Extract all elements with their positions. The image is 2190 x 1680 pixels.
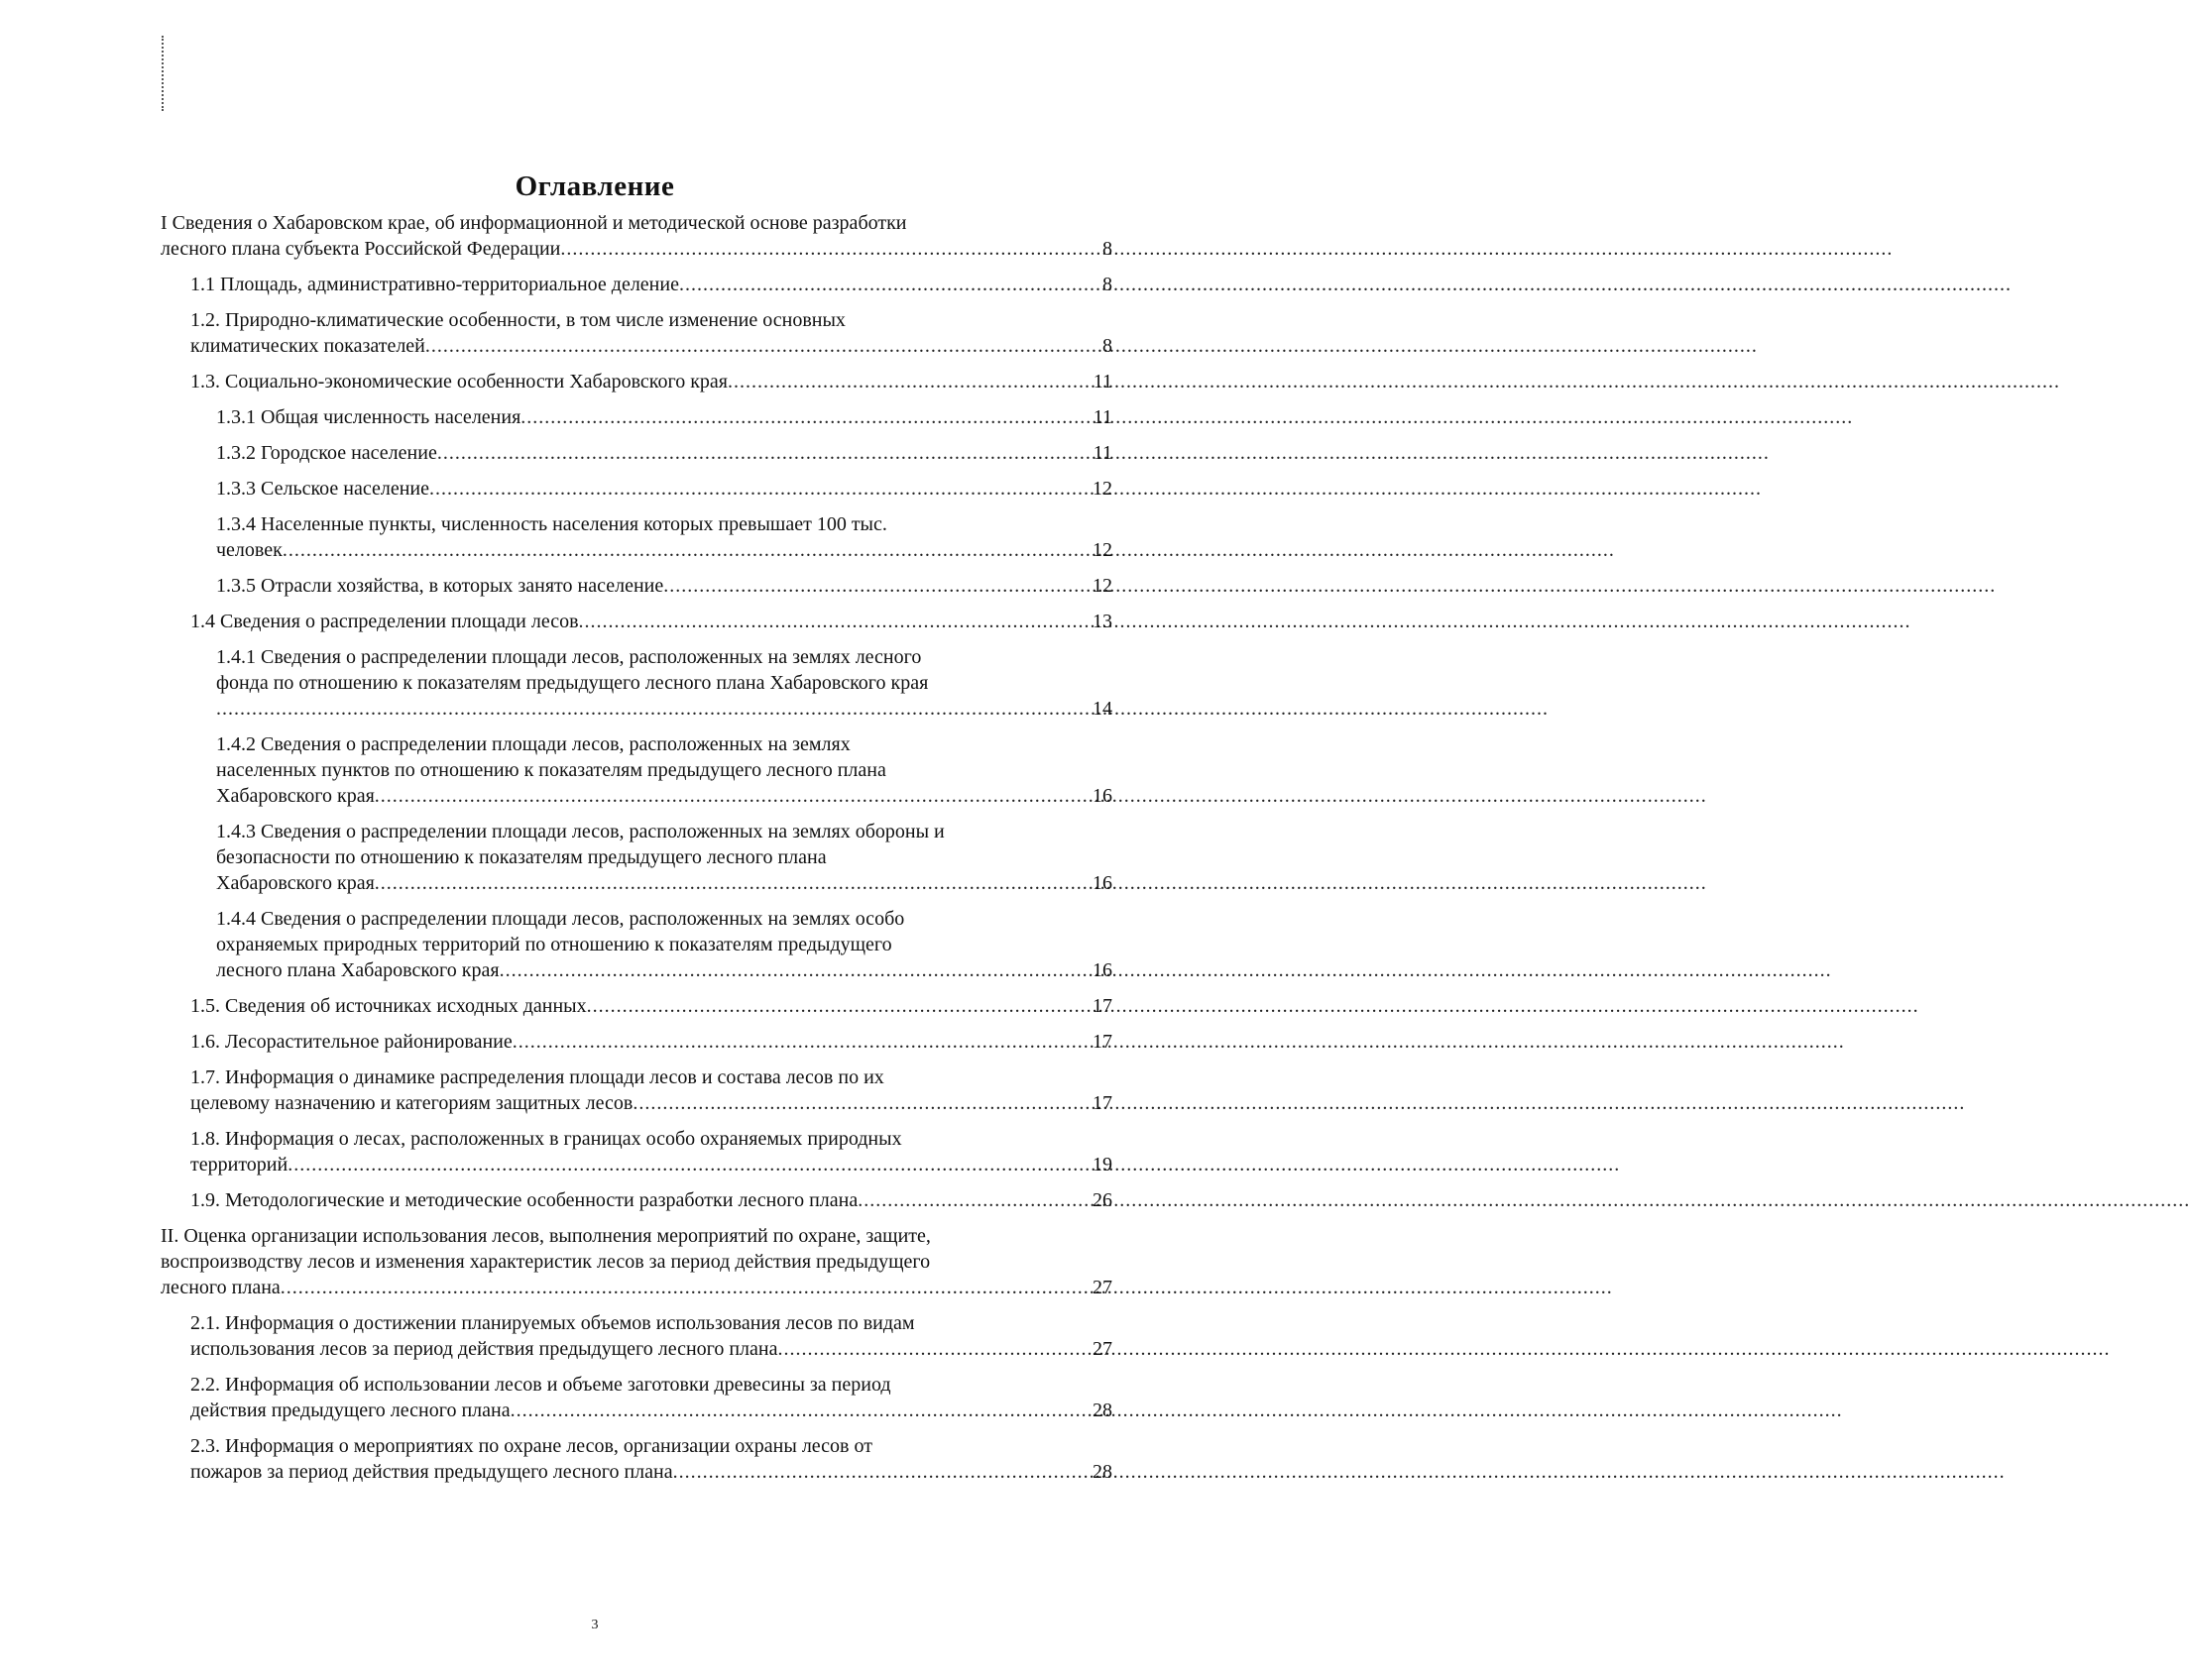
toc-entry-line [190,272,1112,297]
toc-entry-title-line: 2.2. Информация об использовании лесов и объеме заготовки древесины за период [190,1374,891,1396]
toc-entry-title-line: 1.2. Природно-климатические особенности, в том числе изменение основных [190,309,846,331]
toc-entry-line [161,1275,1112,1300]
toc-entry-title-line: II. Оценка организации использования лесов, выполнения мероприятий по охране, защите, [161,1225,931,1247]
toc-entry-title: 1.4 Сведения о распределении площади лесов [190,611,579,632]
dot-leader [216,696,1092,722]
toc-entry[interactable] [161,1223,1112,1300]
toc-entry[interactable] [190,1029,1112,1055]
toc-entry-title: лесного плана [161,1277,281,1298]
toc-entry-title-line: 1.7. Информация о динамике распределения площади лесов и состава лесов по их [190,1066,884,1088]
toc-entry[interactable] [190,993,1112,1019]
dot-leader [283,537,1092,563]
toc-entry-line [161,236,1112,262]
toc-entry-line [216,696,1112,722]
toc-entry[interactable] [190,307,1112,359]
toc-entry[interactable] [216,511,1112,563]
toc-entry-line [216,440,1112,466]
margin-dotted-mark [162,36,164,111]
toc-page-number: 28 [1093,1461,1112,1483]
toc-entry-title: пожаров за период действия предыдущего лесного плана [190,1461,673,1483]
toc-entry-title: территорий [190,1154,288,1176]
toc-entry[interactable] [216,644,1112,722]
toc-page-number: 11 [1093,371,1112,392]
toc-entry-title-line: 1.4.3 Сведения о распределении площади лесов, расположенных на землях обороны и [216,821,945,842]
toc-entry-title-line: 1.4.2 Сведения о распределении площади лесов, расположенных на землях [216,733,851,755]
toc-entry[interactable] [216,440,1112,466]
toc-entry[interactable] [216,819,1112,896]
toc-entry-line [216,537,1112,563]
dot-leader [858,1187,1092,1213]
dot-leader [288,1152,1092,1177]
toc-page-number: 19 [1093,1154,1112,1176]
toc-entry-line [190,1459,1112,1485]
dot-leader [500,957,1092,983]
toc-entry-title: 1.3.5 Отрасли хозяйства, в которых занято население [216,575,664,597]
toc-entry-title-line: охраняемых природных территорий по отношению к показателям предыдущего [216,934,892,955]
toc-entry[interactable] [161,210,1112,262]
toc-entry-line [190,609,1112,634]
toc-entry-title: Хабаровского края [216,785,375,807]
toc-page-number: 11 [1093,406,1112,428]
toc-page-number: 13 [1093,611,1112,632]
dot-leader [579,609,1092,634]
toc-entry-title: 1.5. Сведения об источниках исходных данных [190,995,587,1017]
toc-page-number: 27 [1093,1338,1112,1360]
toc-page-number: 16 [1093,785,1112,807]
dot-leader [281,1275,1092,1300]
toc-entry-line [190,1029,1112,1055]
toc-entry-line [190,1187,1112,1213]
dot-leader [587,993,1092,1019]
toc-page-number: 28 [1093,1400,1112,1421]
toc-entry-title: целевому назначению и категориям защитных лесов [190,1092,634,1114]
toc-page-number: 12 [1093,575,1112,597]
page-title: Оглавление [515,170,675,202]
toc-entry-title: использования лесов за период действия предыдущего лесного плана [190,1338,778,1360]
dot-leader [633,1090,1092,1116]
toc-page-number: 12 [1093,539,1112,561]
dot-leader [560,236,1101,262]
toc-entry[interactable] [190,272,1112,297]
toc-page-number: 12 [1093,478,1112,500]
toc-entry-title-line: I Сведения о Хабаровском крае, об информационной и методической основе разработки [161,212,907,234]
toc-page-number: 16 [1093,872,1112,894]
toc-page-number: 17 [1093,1092,1112,1114]
toc-entry-title: 1.3. Социально-экономические особенности Хабаровского края [190,371,729,392]
table-of-contents [161,210,1112,1495]
toc-entry-title: 1.9. Методологические и методические особенности разработки лесного плана [190,1189,859,1211]
toc-entry-title: лесного плана субъекта Российской Федерации [161,238,561,260]
dot-leader [511,1398,1092,1423]
toc-entry-title-line: фонда по отношению к показателям предыдущего лесного плана Хабаровского края [216,672,929,694]
dot-leader [778,1336,1093,1362]
toc-entry[interactable] [216,476,1112,502]
page-number: 3 [591,1618,599,1632]
toc-entry[interactable] [216,404,1112,430]
dot-leader [437,440,1093,466]
toc-entry-line [190,1090,1112,1116]
dot-leader [375,870,1092,896]
toc-page-number: 14 [1093,698,1112,720]
toc-entry-line [216,573,1112,599]
toc-entry[interactable] [190,1064,1112,1116]
toc-entry-title-line: 2.1. Информация о достижении планируемых объемов использования лесов по видам [190,1312,915,1334]
toc-entry[interactable] [190,1433,1112,1485]
toc-entry-title: 1.6. Лесорастительное районирование [190,1031,513,1053]
toc-entry-line [216,476,1112,502]
toc-entry[interactable] [190,609,1112,634]
toc-entry-title: лесного плана Хабаровского края [216,959,500,981]
toc-entry-line [216,870,1112,896]
toc-page-number: 8 [1102,274,1112,295]
toc-entry-title: человек [216,539,283,561]
dot-leader [425,333,1101,359]
toc-entry-line [190,1336,1112,1362]
toc-entry-title: 1.3.1 Общая численность населения [216,406,521,428]
toc-entry[interactable] [190,1372,1112,1423]
dot-leader [429,476,1092,502]
toc-entry[interactable] [190,1126,1112,1177]
toc-page-number: 11 [1093,442,1112,464]
toc-entry-title-line: 2.3. Информация о мероприятиях по охране лесов, организации охраны лесов от [190,1435,872,1457]
dot-leader [663,573,1092,599]
dot-leader [728,369,1093,394]
toc-entry-line [190,1152,1112,1177]
toc-entry-title-line: 1.4.1 Сведения о распределении площади лесов, расположенных на землях лесного [216,646,922,668]
toc-entry-title: 1.1 Площадь, административно-территориальное деление [190,274,679,295]
toc-entry[interactable] [190,1187,1112,1213]
dot-leader [673,1459,1092,1485]
toc-page-number: 16 [1093,959,1112,981]
toc-entry-line [190,993,1112,1019]
toc-entry-title: 1.3.3 Сельское население [216,478,429,500]
toc-entry-title-line: воспроизводству лесов и изменения характеристик лесов за период действия предыдущего [161,1251,931,1273]
toc-entry[interactable] [216,906,1112,983]
toc-entry[interactable] [216,731,1112,809]
toc-entry-line [190,333,1112,359]
toc-entry-title: 1.3.2 Городское население [216,442,437,464]
toc-page-number: 26 [1093,1189,1112,1211]
toc-entry-title-line: 1.8. Информация о лесах, расположенных в границах особо охраняемых природных [190,1128,902,1150]
toc-page-number: 27 [1093,1277,1112,1298]
toc-entry-title-line: населенных пунктов по отношению к показателям предыдущего лесного плана [216,759,886,781]
toc-entry-title: климатических показателей [190,335,425,357]
toc-entry[interactable] [190,369,1112,394]
toc-page-number: 17 [1093,1031,1112,1053]
toc-page-number: 8 [1102,335,1112,357]
toc-entry-title: Хабаровского края [216,872,375,894]
toc-page-number: 8 [1102,238,1112,260]
toc-entry-line [216,404,1112,430]
toc-entry-line [190,1398,1112,1423]
toc-entry-title-line: 1.3.4 Населенные пункты, численность населения которых превышает 100 тыс. [216,513,887,535]
toc-entry-title-line: 1.4.4 Сведения о распределении площади лесов, расположенных на землях особо [216,908,905,930]
dot-leader [679,272,1101,297]
toc-entry[interactable] [216,573,1112,599]
toc-entry-title: действия предыдущего лесного плана [190,1400,511,1421]
toc-entry-title-line: безопасности по отношению к показателям предыдущего лесного плана [216,846,827,868]
toc-page-number: 17 [1093,995,1112,1017]
toc-entry[interactable] [190,1310,1112,1362]
dot-leader [513,1029,1092,1055]
toc-entry-line [216,783,1112,809]
dot-leader [375,783,1092,809]
dot-leader [520,404,1092,430]
toc-entry-line [216,957,1112,983]
toc-entry-line [190,369,1112,394]
